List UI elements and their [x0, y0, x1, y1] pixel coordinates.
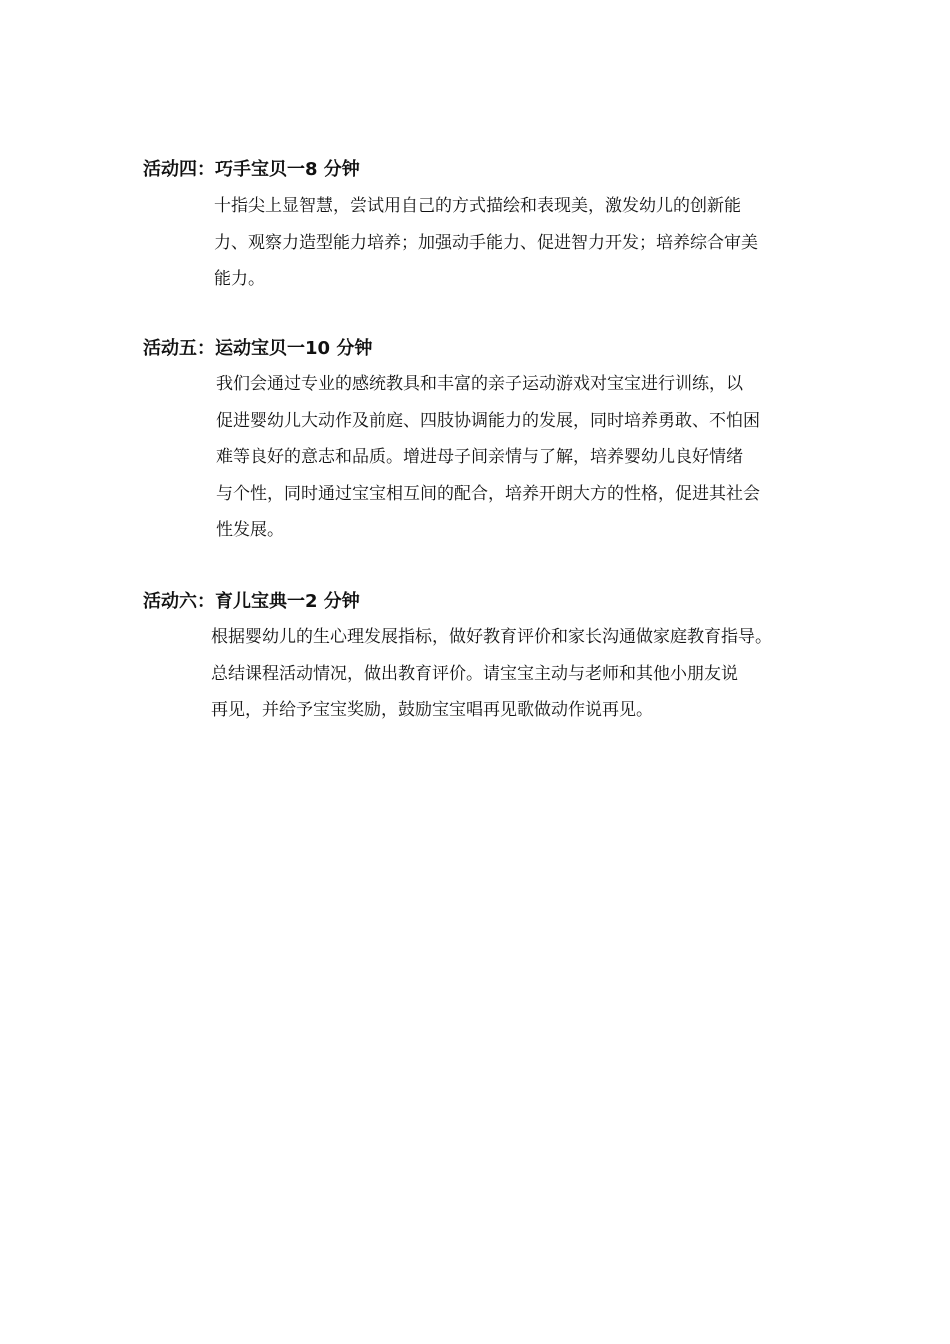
activity-five-paragraph [216, 366, 760, 549]
paragraph-line: 难等良好的意志和品质。增进母子间亲情与了解，培养婴幼儿良好情绪 [216, 447, 743, 467]
paragraph-line: 能力。 [214, 269, 265, 289]
paragraph-line: 与个性，同时通过宝宝相互间的配合，培养开朗大方的性格，促进其社会 [216, 483, 760, 504]
paragraph-line: 力、观察力造型能力培养；加强动手能力、促进智力开发；培养综合审美 [214, 232, 758, 253]
paragraph-line: 十指尖上显智慧，尝试用自己的方式描绘和表现美，激发幼儿的创新能 [214, 196, 741, 216]
paragraph-line: 性发展。 [216, 520, 284, 540]
paragraph-line: 根据婴幼儿的生心理发展指标，做好教育评价和家长沟通做家庭教育指导。 [211, 627, 772, 647]
paragraph-line: 总结课程活动情况，做出教育评价。请宝宝主动与老师和其他小朋友说 [211, 663, 738, 684]
paragraph-line: 我们会通过专业的感统教具和丰富的亲子运动游戏对宝宝进行训练，以 [216, 374, 743, 394]
paragraph-line: 再见，并给予宝宝奖励，鼓励宝宝唱再见歌做动作说再见。 [211, 700, 653, 720]
activity-five-heading: 活动五：运动宝贝一10 分钟 [143, 338, 373, 359]
activity-four-heading: 活动四：巧手宝贝一8 分钟 [143, 159, 360, 180]
activity-four-paragraph [214, 188, 758, 298]
activity-six-paragraph [211, 619, 772, 729]
activity-six-heading: 活动六：育儿宝典一2 分钟 [143, 591, 360, 612]
paragraph-line: 促进婴幼儿大动作及前庭、四肢协调能力的发展，同时培养勇敢、不怕困 [216, 410, 760, 431]
